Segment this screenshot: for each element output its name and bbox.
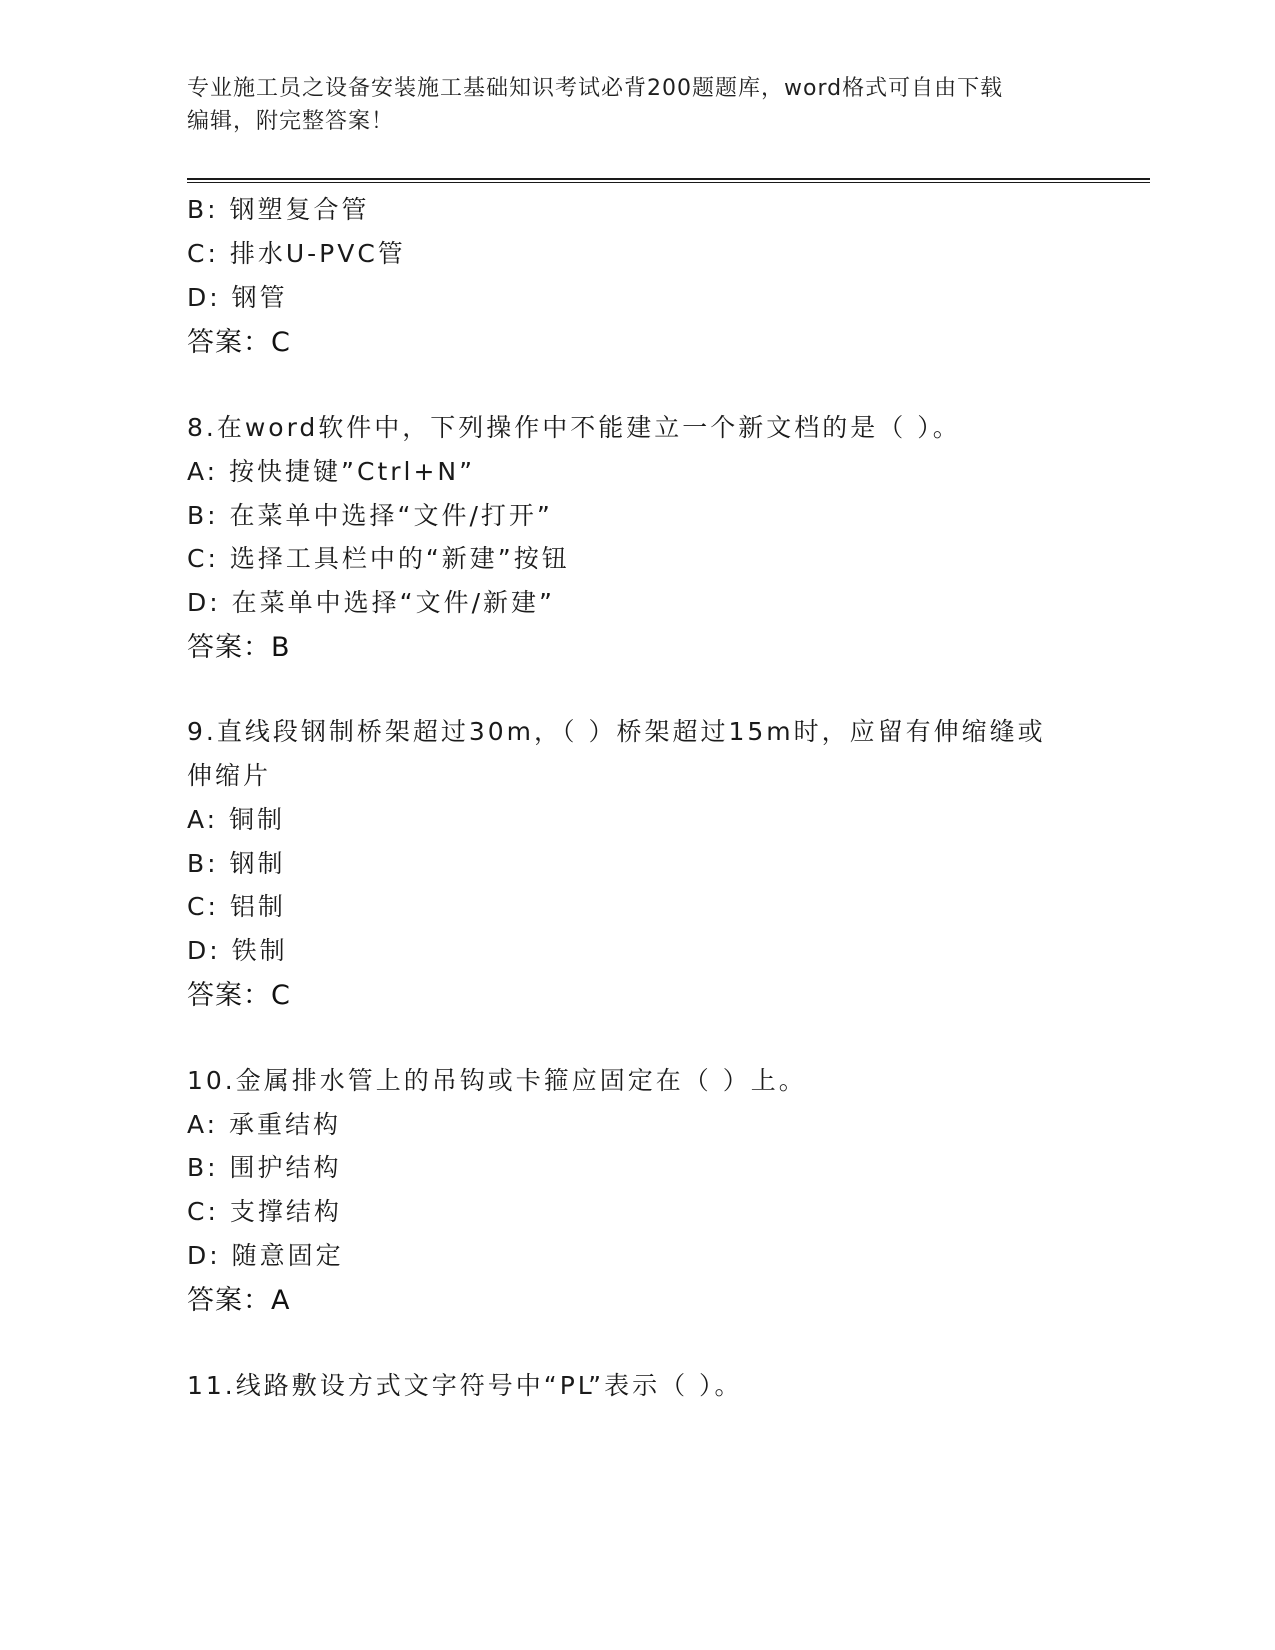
q8-option-a: A: 按快捷键”Ctrl+N” <box>187 457 476 486</box>
header-divider-thick <box>187 178 1150 180</box>
q8-stem: 8.在word软件中，下列操作中不能建立一个新文档的是（ ）。 <box>187 413 961 442</box>
q10-option-a: A: 承重结构 <box>187 1110 342 1139</box>
q10-stem: 10.金属排水管上的吊钩或卡箍应固定在（ ）上。 <box>187 1066 807 1095</box>
prev-option-b: B: 钢塑复合管 <box>187 195 370 224</box>
q9-stem-line-2: 伸缩片 <box>187 761 272 790</box>
header-divider-thin <box>187 182 1150 183</box>
header-title-line-2: 编辑，附完整答案！ <box>187 109 395 134</box>
q9-option-b: B: 钢制 <box>187 849 286 878</box>
prev-option-c: C: 排水U-PVC管 <box>187 239 406 268</box>
q8-answer: 答案：B <box>187 632 291 663</box>
q8-option-c: C: 选择工具栏中的“新建”按钮 <box>187 544 570 573</box>
prev-option-d: D: 钢管 <box>187 283 288 312</box>
q10-option-c: C: 支撑结构 <box>187 1197 342 1226</box>
q9-option-a: A: 铜制 <box>187 805 286 834</box>
q9-option-c: C: 铝制 <box>187 892 286 921</box>
q10-option-d: D: 随意固定 <box>187 1241 344 1270</box>
q10-option-b: B: 围护结构 <box>187 1153 342 1182</box>
q9-option-d: D: 铁制 <box>187 936 288 965</box>
document-header <box>187 72 1067 138</box>
prev-answer: 答案：C <box>187 327 291 358</box>
q9-stem-line-1: 9.直线段钢制桥架超过30m，（ ）桥架超过15m时，应留有伸缩缝或 <box>187 717 1046 746</box>
q11-stem: 11.线路敷设方式文字符号中“PL”表示（ ）。 <box>187 1371 743 1400</box>
q9-answer: 答案：C <box>187 980 291 1011</box>
q8-option-b: B: 在菜单中选择“文件/打开” <box>187 501 553 530</box>
header-title-line-1: 专业施工员之设备安装施工基础知识考试必背200题题库，word格式可自由下载 <box>187 76 1004 101</box>
q8-option-d: D: 在菜单中选择“文件/新建” <box>187 588 555 617</box>
q10-answer: 答案：A <box>187 1285 291 1316</box>
